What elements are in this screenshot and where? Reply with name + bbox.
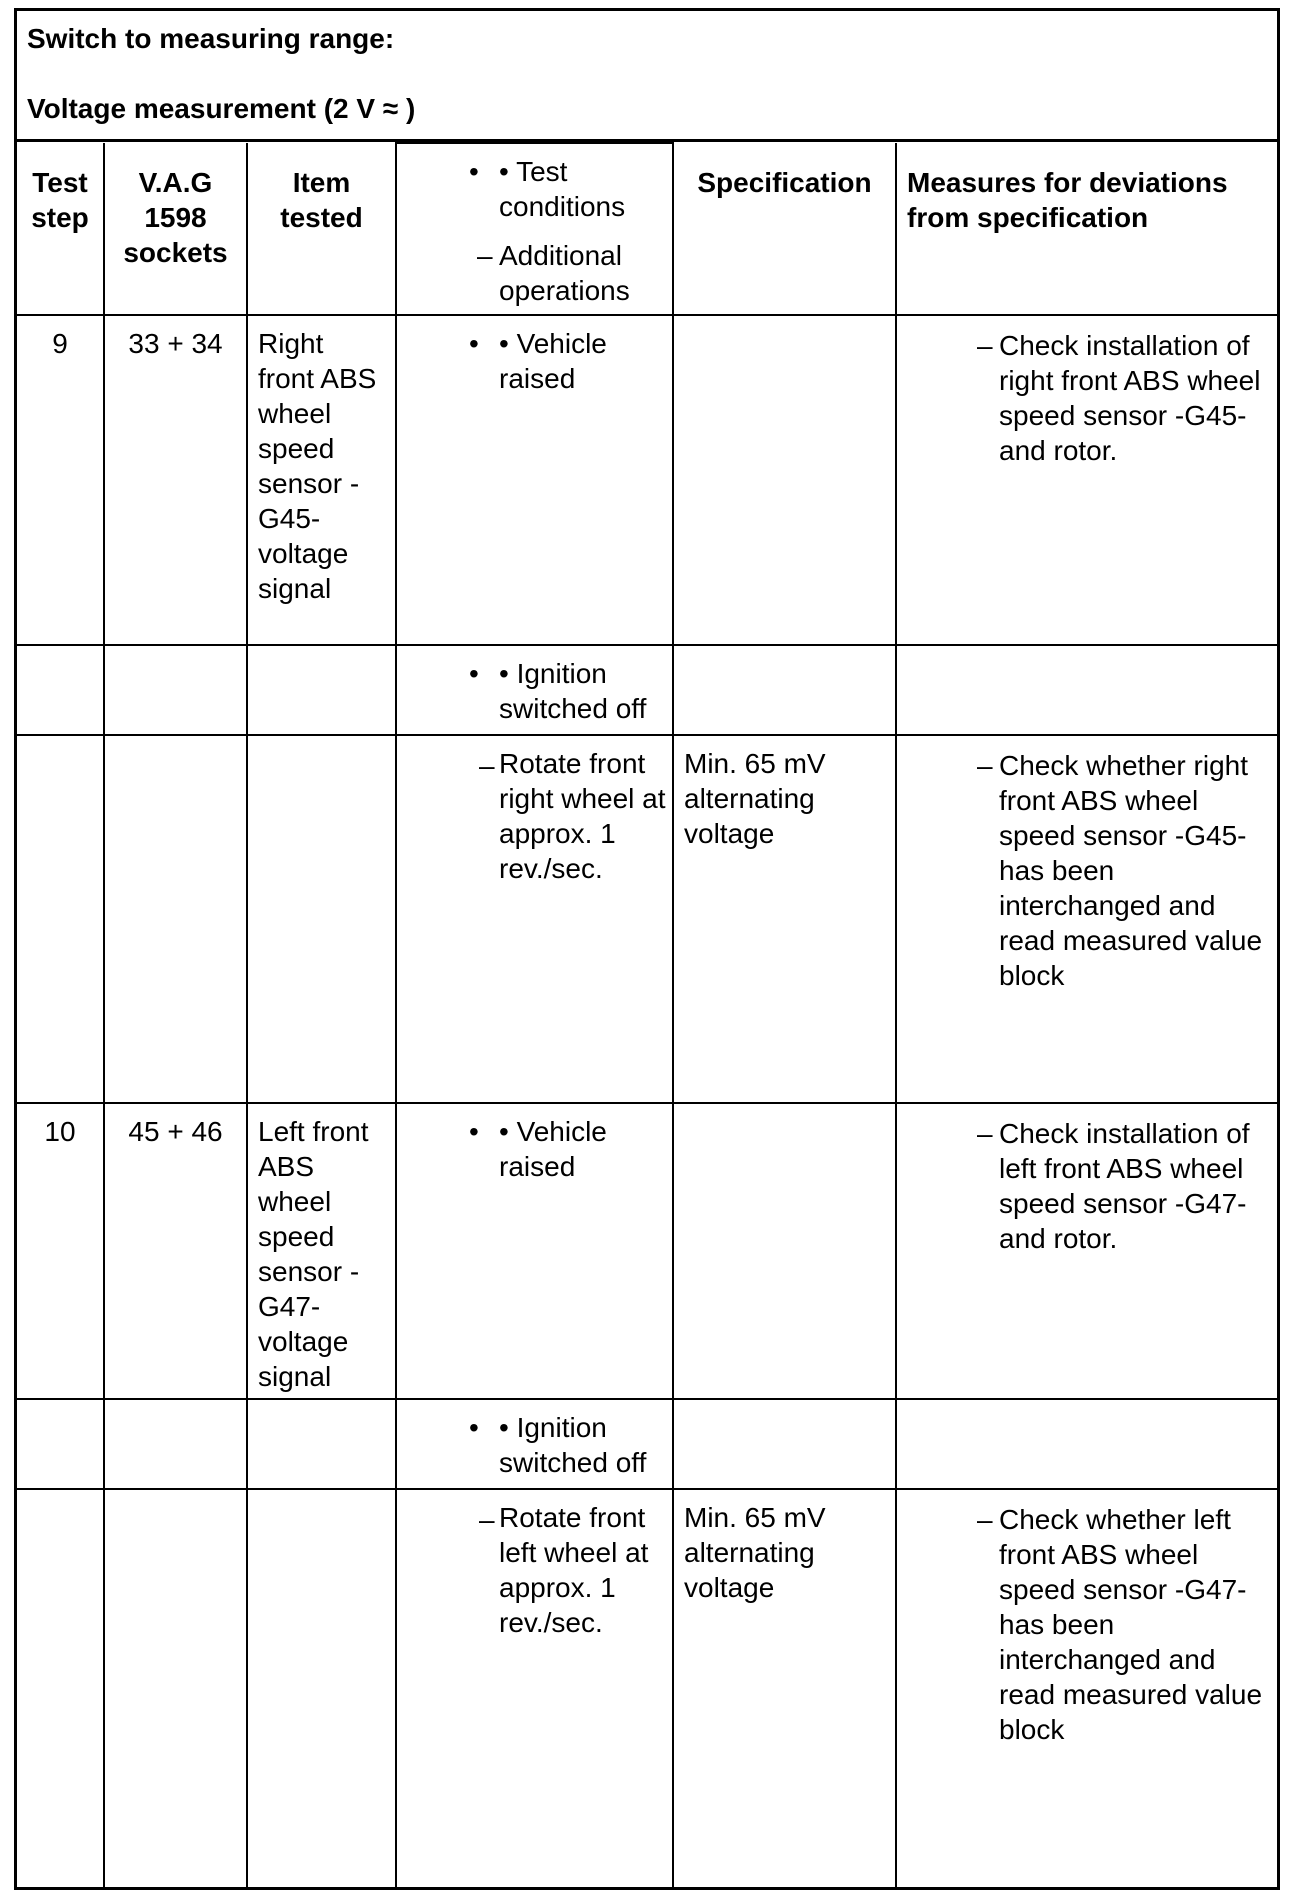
bullet-icon: • — [469, 328, 479, 359]
condition — [396, 645, 673, 735]
col-additional-label: Additional operations — [499, 240, 630, 306]
measure — [896, 1103, 1277, 1399]
col-conditions-label: • Test conditions — [499, 156, 626, 222]
table-row — [17, 1103, 1277, 1399]
measure — [896, 1399, 1277, 1489]
bullet-icon: • — [469, 658, 479, 689]
condition-text: • Ignition switched off — [499, 1412, 647, 1478]
item-tested — [247, 735, 396, 1103]
sockets — [104, 645, 247, 735]
col-sockets: V.A.G 1598 sockets — [104, 143, 247, 315]
dash-icon: – — [977, 1504, 993, 1535]
measure-text: Check installation of right front ABS wheel speed sensor -G45- and rotor. — [999, 330, 1261, 466]
table-row — [17, 315, 1277, 645]
voltage-measurement-heading: Voltage measurement (2 V ≈ ) — [27, 93, 416, 124]
measure-text: Check whether left front ABS wheel speed sensor -G47- has been interchanged and read measured value block — [999, 1504, 1263, 1745]
dash-icon: – — [479, 750, 495, 781]
col-item-tested: Item tested — [247, 143, 396, 315]
table-header-row — [17, 143, 1277, 315]
measure-text: Check installation of left front ABS wheel speed sensor -G47- and rotor. — [999, 1118, 1250, 1254]
test-step — [17, 1399, 104, 1489]
specification — [673, 315, 896, 645]
dash-icon: – — [477, 240, 493, 271]
condition — [396, 1489, 673, 1887]
specification — [673, 645, 896, 735]
sockets — [104, 1399, 247, 1489]
condition-text: Rotate front left wheel at approx. 1 rev./sec. — [499, 1502, 649, 1638]
test-step: 10 — [17, 1103, 104, 1399]
test-step — [17, 1489, 104, 1887]
table-row — [17, 735, 1277, 1103]
measure — [896, 1489, 1277, 1887]
item-tested — [247, 1489, 396, 1887]
condition — [396, 1399, 673, 1489]
sheet-header — [17, 11, 1277, 142]
condition-text: • Ignition switched off — [499, 658, 647, 724]
col-additional — [477, 238, 666, 308]
measure — [896, 645, 1277, 735]
col-conditions — [396, 143, 673, 315]
test-step: 9 — [17, 315, 104, 645]
condition — [396, 315, 673, 645]
table-row — [17, 1399, 1277, 1489]
specification: Min. 65 mV alternating voltage — [673, 735, 896, 1103]
specification — [673, 1103, 896, 1399]
measure — [896, 315, 1277, 645]
dash-icon: – — [977, 750, 993, 781]
measuring-range-heading: Switch to measuring range: — [27, 23, 395, 54]
bullet-icon: • — [469, 1412, 479, 1443]
item-tested — [247, 1399, 396, 1489]
test-table — [17, 142, 1277, 1887]
condition-text: Rotate front right wheel at approx. 1 rev./sec. — [499, 748, 666, 884]
sockets — [104, 1489, 247, 1887]
col-test-step: Test step — [17, 143, 104, 315]
dash-icon: – — [977, 1118, 993, 1149]
test-step — [17, 645, 104, 735]
condition — [396, 735, 673, 1103]
bullet-icon: • — [469, 156, 479, 187]
test-step — [17, 735, 104, 1103]
sockets: 45 + 46 — [104, 1103, 247, 1399]
col-measures: Measures for deviations from specification — [896, 143, 1277, 315]
table-row — [17, 1489, 1277, 1887]
item-tested: Right front ABS wheel speed sensor -G45- voltage signal — [247, 315, 396, 645]
condition-text: • Vehicle raised — [499, 328, 607, 394]
sockets: 33 + 34 — [104, 315, 247, 645]
dash-icon: – — [479, 1504, 495, 1535]
specification — [673, 1399, 896, 1489]
specification: Min. 65 mV alternating voltage — [673, 1489, 896, 1887]
sockets — [104, 735, 247, 1103]
dash-icon: – — [977, 330, 993, 361]
item-tested: Left front ABS wheel speed sensor -G47- voltage signal — [247, 1103, 396, 1399]
table-row — [17, 645, 1277, 735]
measure-text: Check whether right front ABS wheel speed sensor -G45- has been interchanged and read measured value block — [999, 750, 1263, 991]
item-tested — [247, 645, 396, 735]
col-specification: Specification — [673, 143, 896, 315]
condition-text: • Vehicle raised — [499, 1116, 607, 1182]
bullet-icon: • — [469, 1116, 479, 1147]
condition — [396, 1103, 673, 1399]
measure — [896, 735, 1277, 1103]
procedure-sheet — [14, 8, 1280, 1890]
